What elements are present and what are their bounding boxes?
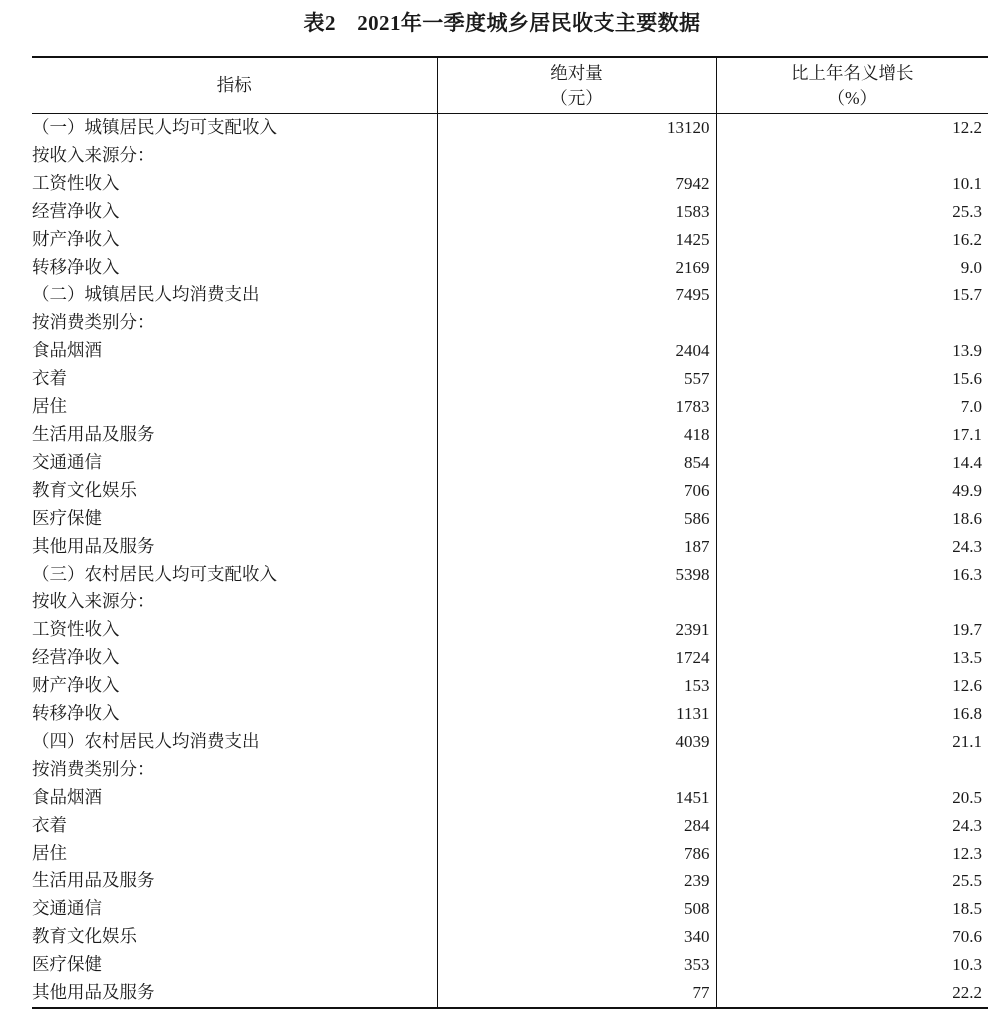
row-absolute-value: 239 bbox=[437, 867, 716, 895]
table-row bbox=[32, 784, 988, 812]
row-absolute-value bbox=[437, 756, 716, 784]
row-label: 财产净收入 bbox=[32, 228, 120, 249]
row-absolute-value: 284 bbox=[437, 812, 716, 840]
row-label: 其他用品及服务 bbox=[32, 535, 155, 556]
table-row bbox=[32, 561, 988, 589]
row-label: 工资性收入 bbox=[32, 619, 120, 640]
row-label: （二）城镇居民人均消费支出 bbox=[32, 284, 260, 305]
row-absolute-value: 1583 bbox=[437, 198, 716, 226]
table-row bbox=[32, 672, 988, 700]
row-growth-value: 15.6 bbox=[716, 365, 988, 393]
table-row bbox=[32, 700, 988, 728]
row-absolute-value: 706 bbox=[437, 477, 716, 505]
row-label: 工资性收入 bbox=[32, 172, 120, 193]
row-label: 交通通信 bbox=[32, 898, 102, 919]
table-row bbox=[32, 505, 988, 533]
row-growth-value: 10.1 bbox=[716, 170, 988, 198]
row-growth-value: 22.2 bbox=[716, 979, 988, 1008]
row-growth-value: 24.3 bbox=[716, 812, 988, 840]
table-row bbox=[32, 337, 988, 365]
row-growth-value: 13.5 bbox=[716, 644, 988, 672]
row-absolute-value: 2404 bbox=[437, 337, 716, 365]
row-label: 转移净收入 bbox=[32, 703, 120, 724]
table-row bbox=[32, 895, 988, 923]
row-label: 居住 bbox=[32, 842, 67, 863]
row-label: 按消费类别分： bbox=[32, 312, 155, 333]
table-row bbox=[32, 365, 988, 393]
row-absolute-value bbox=[437, 309, 716, 337]
row-absolute-value: 77 bbox=[437, 979, 716, 1008]
table-row bbox=[32, 867, 988, 895]
row-label: 财产净收入 bbox=[32, 675, 120, 696]
row-label: 食品烟酒 bbox=[32, 786, 102, 807]
row-growth-value: 16.8 bbox=[716, 700, 988, 728]
row-growth-value bbox=[716, 309, 988, 337]
row-absolute-value: 340 bbox=[437, 923, 716, 951]
row-label: 其他用品及服务 bbox=[32, 979, 437, 1008]
row-label: （四）农村居民人均消费支出 bbox=[32, 730, 260, 751]
row-label: 按消费类别分： bbox=[32, 758, 155, 779]
row-growth-value: 15.7 bbox=[716, 281, 988, 309]
row-growth-value: 17.1 bbox=[716, 421, 988, 449]
table-row bbox=[32, 812, 988, 840]
row-growth-value: 7.0 bbox=[716, 393, 988, 421]
row-label: 按收入来源分： bbox=[32, 144, 155, 165]
table-row bbox=[32, 254, 988, 282]
table-row bbox=[32, 170, 988, 198]
row-label: 衣着 bbox=[32, 368, 67, 389]
table-header-row bbox=[32, 57, 988, 114]
row-growth-value: 21.1 bbox=[716, 728, 988, 756]
row-absolute-value: 508 bbox=[437, 895, 716, 923]
row-absolute-value: 586 bbox=[437, 505, 716, 533]
row-label: 教育文化娱乐 bbox=[32, 926, 137, 947]
table-row bbox=[32, 477, 988, 505]
table-row bbox=[32, 728, 988, 756]
row-absolute-value: 353 bbox=[437, 951, 716, 979]
row-growth-value: 14.4 bbox=[716, 449, 988, 477]
row-growth-value: 16.2 bbox=[716, 226, 988, 254]
row-absolute-value: 1425 bbox=[437, 226, 716, 254]
table-row bbox=[32, 979, 988, 1008]
row-absolute-value: 187 bbox=[437, 533, 716, 561]
row-absolute-value: 7495 bbox=[437, 281, 716, 309]
column-header-growth bbox=[716, 57, 988, 114]
table-row bbox=[32, 923, 988, 951]
row-absolute-value: 854 bbox=[437, 449, 716, 477]
row-absolute-value: 557 bbox=[437, 365, 716, 393]
table-row bbox=[32, 226, 988, 254]
row-label: 转移净收入 bbox=[32, 256, 120, 277]
table-body bbox=[32, 114, 988, 1009]
row-absolute-value: 1131 bbox=[437, 700, 716, 728]
row-growth-value: 70.6 bbox=[716, 923, 988, 951]
table-row bbox=[32, 281, 988, 309]
table-row bbox=[32, 616, 988, 644]
column-header-growth-label: 比上年名义增长 bbox=[791, 62, 914, 83]
row-growth-value: 49.9 bbox=[716, 477, 988, 505]
row-growth-value bbox=[716, 588, 988, 616]
row-growth-value: 10.3 bbox=[716, 951, 988, 979]
row-absolute-value: 2391 bbox=[437, 616, 716, 644]
row-growth-value: 12.6 bbox=[716, 672, 988, 700]
row-growth-value: 9.0 bbox=[716, 254, 988, 282]
row-growth-value: 12.3 bbox=[716, 840, 988, 868]
table-row bbox=[32, 951, 988, 979]
row-growth-value: 18.6 bbox=[716, 505, 988, 533]
row-absolute-value: 2169 bbox=[437, 254, 716, 282]
row-growth-value: 16.3 bbox=[716, 561, 988, 589]
column-header-absolute-label: 绝对量 bbox=[550, 62, 603, 83]
row-label: 衣着 bbox=[32, 814, 67, 835]
row-absolute-value: 5398 bbox=[437, 561, 716, 589]
table-row bbox=[32, 142, 988, 170]
row-absolute-value: 1451 bbox=[437, 784, 716, 812]
row-growth-value bbox=[716, 142, 988, 170]
row-label: 经营净收入 bbox=[32, 200, 120, 221]
row-growth-value bbox=[716, 756, 988, 784]
column-header-indicator-label: 指标 bbox=[216, 75, 252, 95]
row-absolute-value: 1783 bbox=[437, 393, 716, 421]
table-row bbox=[32, 114, 988, 142]
table-row bbox=[32, 421, 988, 449]
row-growth-value: 13.9 bbox=[716, 337, 988, 365]
table-row bbox=[32, 533, 988, 561]
row-label: 食品烟酒 bbox=[32, 340, 102, 361]
row-label: 生活用品及服务 bbox=[32, 870, 155, 891]
row-absolute-value bbox=[437, 142, 716, 170]
column-header-indicator bbox=[32, 57, 437, 114]
row-absolute-value: 1724 bbox=[437, 644, 716, 672]
table-row bbox=[32, 309, 988, 337]
row-absolute-value: 7942 bbox=[437, 170, 716, 198]
row-label: （三）农村居民人均可支配收入 bbox=[32, 563, 277, 584]
row-label: 居住 bbox=[32, 396, 67, 417]
row-label: 教育文化娱乐 bbox=[32, 479, 137, 500]
table-row bbox=[32, 644, 988, 672]
row-absolute-value: 418 bbox=[437, 421, 716, 449]
table-row bbox=[32, 840, 988, 868]
row-growth-value: 18.5 bbox=[716, 895, 988, 923]
statistics-table bbox=[32, 56, 988, 1009]
table-header bbox=[32, 57, 988, 114]
row-growth-value: 20.5 bbox=[716, 784, 988, 812]
row-growth-value: 24.3 bbox=[716, 533, 988, 561]
page-title: 表2 2021年一季度城乡居民收支主要数据 bbox=[303, 11, 701, 35]
row-label: 生活用品及服务 bbox=[32, 423, 155, 444]
row-label: （一）城镇居民人均可支配收入 bbox=[32, 117, 277, 137]
table-row bbox=[32, 449, 988, 477]
row-label: 医疗保健 bbox=[32, 954, 102, 975]
table-row bbox=[32, 588, 988, 616]
row-label: 按收入来源分： bbox=[32, 591, 155, 612]
column-header-growth-unit: （%） bbox=[827, 87, 878, 108]
row-growth-value: 25.5 bbox=[716, 867, 988, 895]
column-header-absolute bbox=[437, 57, 716, 114]
table-row bbox=[32, 756, 988, 784]
row-label: 经营净收入 bbox=[32, 647, 120, 668]
table-row bbox=[32, 198, 988, 226]
row-absolute-value: 4039 bbox=[437, 728, 716, 756]
column-header-absolute-unit: （元） bbox=[550, 87, 603, 108]
row-absolute-value bbox=[437, 588, 716, 616]
row-absolute-value: 786 bbox=[437, 840, 716, 868]
row-growth-value: 25.3 bbox=[716, 198, 988, 226]
row-label: 交通通信 bbox=[32, 451, 102, 472]
row-absolute-value: 153 bbox=[437, 672, 716, 700]
row-label: 医疗保健 bbox=[32, 507, 102, 528]
table-row bbox=[32, 393, 988, 421]
row-absolute-value: 13120 bbox=[437, 114, 716, 142]
row-growth-value: 19.7 bbox=[716, 616, 988, 644]
table-container bbox=[32, 56, 988, 1009]
row-growth-value: 12.2 bbox=[716, 114, 988, 142]
